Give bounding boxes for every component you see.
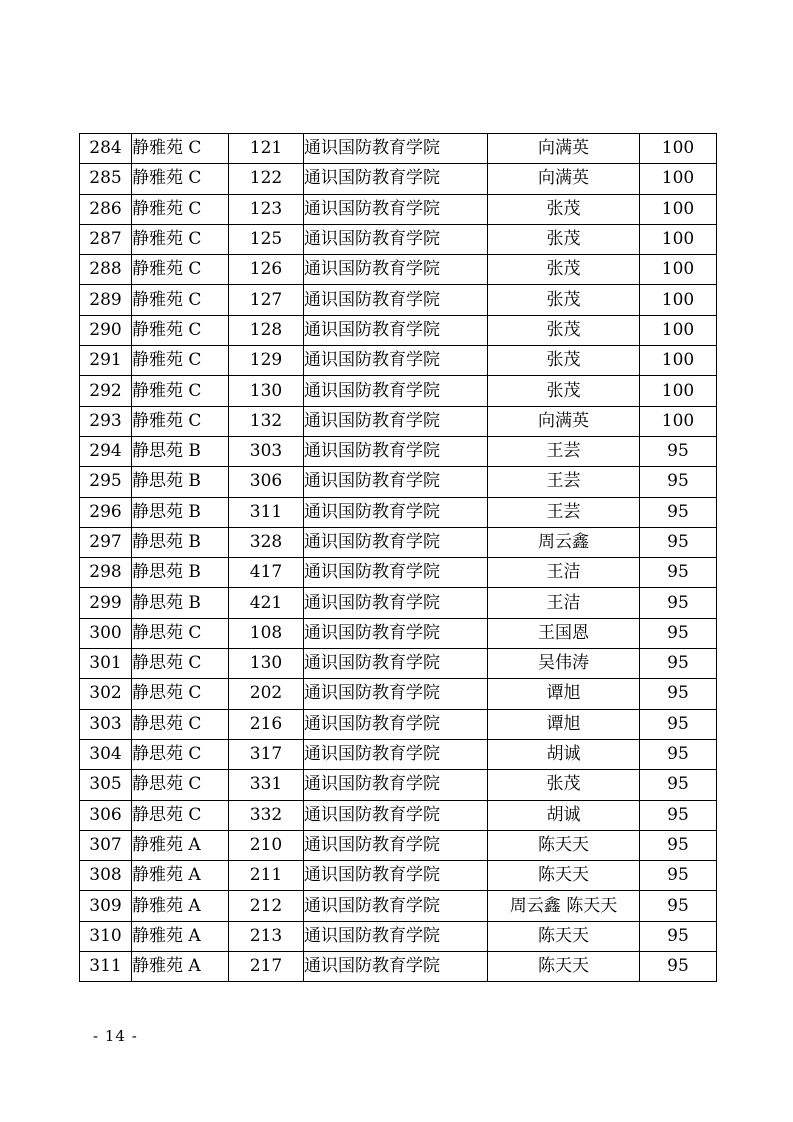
college-cell: 通识国防教育学院 (304, 315, 488, 345)
table-row (80, 588, 717, 618)
table-row (80, 527, 717, 557)
score-cell: 95 (640, 588, 717, 618)
room-number-cell: 121 (229, 134, 304, 164)
score-cell: 100 (640, 134, 717, 164)
score-cell: 95 (640, 830, 717, 860)
building-cell: 静思苑 B (132, 527, 229, 557)
score-cell: 95 (640, 800, 717, 830)
score-cell: 95 (640, 952, 717, 982)
room-number-cell: 306 (229, 467, 304, 497)
staff-cell: 周云鑫 (488, 527, 640, 557)
building-cell: 静雅苑 C (132, 315, 229, 345)
row-number: 298 (80, 558, 132, 588)
staff-cell: 王洁 (488, 558, 640, 588)
row-number: 290 (80, 315, 132, 345)
staff-cell: 张茂 (488, 346, 640, 376)
college-cell: 通识国防教育学院 (304, 709, 488, 739)
table-row (80, 679, 717, 709)
row-number: 286 (80, 194, 132, 224)
building-cell: 静思苑 C (132, 800, 229, 830)
room-number-cell: 421 (229, 588, 304, 618)
college-cell: 通识国防教育学院 (304, 406, 488, 436)
room-number-cell: 210 (229, 830, 304, 860)
score-cell: 100 (640, 194, 717, 224)
staff-cell: 张茂 (488, 194, 640, 224)
table-row (80, 315, 717, 345)
row-number: 304 (80, 739, 132, 769)
room-number-cell: 332 (229, 800, 304, 830)
table-row (80, 830, 717, 860)
building-cell: 静雅苑 A (132, 830, 229, 860)
score-cell: 100 (640, 406, 717, 436)
college-cell: 通识国防教育学院 (304, 164, 488, 194)
score-cell: 95 (640, 618, 717, 648)
room-number-cell: 311 (229, 497, 304, 527)
score-cell: 95 (640, 861, 717, 891)
table-row (80, 921, 717, 951)
score-cell: 95 (640, 921, 717, 951)
staff-cell: 周云鑫 陈天天 (488, 891, 640, 921)
table-row (80, 436, 717, 466)
building-cell: 静雅苑 C (132, 255, 229, 285)
score-cell: 95 (640, 709, 717, 739)
staff-cell: 张茂 (488, 285, 640, 315)
building-cell: 静雅苑 C (132, 285, 229, 315)
college-cell: 通识国防教育学院 (304, 649, 488, 679)
table-row (80, 739, 717, 769)
building-cell: 静雅苑 A (132, 921, 229, 951)
college-cell: 通识国防教育学院 (304, 891, 488, 921)
row-number: 287 (80, 224, 132, 254)
row-number: 285 (80, 164, 132, 194)
room-number-cell: 303 (229, 436, 304, 466)
score-cell: 100 (640, 164, 717, 194)
table-row (80, 891, 717, 921)
college-cell: 通识国防教育学院 (304, 224, 488, 254)
score-cell: 95 (640, 527, 717, 557)
room-number-cell: 128 (229, 315, 304, 345)
row-number: 296 (80, 497, 132, 527)
building-cell: 静雅苑 C (132, 376, 229, 406)
building-cell: 静思苑 C (132, 770, 229, 800)
staff-cell: 张茂 (488, 224, 640, 254)
room-number-cell: 123 (229, 194, 304, 224)
score-cell: 100 (640, 315, 717, 345)
college-cell: 通识国防教育学院 (304, 921, 488, 951)
row-number: 299 (80, 588, 132, 618)
room-number-cell: 213 (229, 921, 304, 951)
room-number-cell: 129 (229, 346, 304, 376)
college-cell: 通识国防教育学院 (304, 194, 488, 224)
table-row (80, 800, 717, 830)
staff-cell: 王芸 (488, 497, 640, 527)
score-cell: 95 (640, 467, 717, 497)
college-cell: 通识国防教育学院 (304, 376, 488, 406)
row-number: 292 (80, 376, 132, 406)
building-cell: 静雅苑 C (132, 194, 229, 224)
building-cell: 静雅苑 C (132, 164, 229, 194)
building-cell: 静思苑 C (132, 739, 229, 769)
row-number: 294 (80, 436, 132, 466)
staff-cell: 陈天天 (488, 830, 640, 860)
table-body (80, 134, 717, 982)
staff-cell: 向满英 (488, 406, 640, 436)
row-number: 309 (80, 891, 132, 921)
staff-cell: 王国恩 (488, 618, 640, 648)
room-number-cell: 130 (229, 649, 304, 679)
college-cell: 通识国防教育学院 (304, 436, 488, 466)
staff-cell: 王洁 (488, 588, 640, 618)
building-cell: 静雅苑 C (132, 134, 229, 164)
staff-cell: 向满英 (488, 134, 640, 164)
room-number-cell: 125 (229, 224, 304, 254)
room-number-cell: 122 (229, 164, 304, 194)
building-cell: 静思苑 B (132, 588, 229, 618)
college-cell: 通识国防教育学院 (304, 952, 488, 982)
score-cell: 95 (640, 497, 717, 527)
table-row (80, 709, 717, 739)
building-cell: 静思苑 C (132, 618, 229, 648)
staff-cell: 张茂 (488, 255, 640, 285)
row-number: 293 (80, 406, 132, 436)
staff-cell: 陈天天 (488, 952, 640, 982)
staff-cell: 谭旭 (488, 709, 640, 739)
college-cell: 通识国防教育学院 (304, 739, 488, 769)
table-row (80, 134, 717, 164)
table-row (80, 194, 717, 224)
table-row (80, 467, 717, 497)
score-cell: 95 (640, 679, 717, 709)
row-number: 308 (80, 861, 132, 891)
college-cell: 通识国防教育学院 (304, 497, 488, 527)
building-cell: 静雅苑 A (132, 891, 229, 921)
row-number: 297 (80, 527, 132, 557)
building-cell: 静思苑 B (132, 436, 229, 466)
score-cell: 95 (640, 739, 717, 769)
table-row (80, 406, 717, 436)
staff-cell: 胡诚 (488, 800, 640, 830)
room-number-cell: 126 (229, 255, 304, 285)
college-cell: 通识国防教育学院 (304, 527, 488, 557)
room-number-cell: 217 (229, 952, 304, 982)
building-cell: 静思苑 B (132, 467, 229, 497)
building-cell: 静思苑 C (132, 709, 229, 739)
building-cell: 静雅苑 A (132, 861, 229, 891)
score-cell: 100 (640, 285, 717, 315)
row-number: 300 (80, 618, 132, 648)
college-cell: 通识国防教育学院 (304, 467, 488, 497)
college-cell: 通识国防教育学院 (304, 558, 488, 588)
row-number: 307 (80, 830, 132, 860)
college-cell: 通识国防教育学院 (304, 861, 488, 891)
staff-cell: 张茂 (488, 770, 640, 800)
building-cell: 静雅苑 C (132, 406, 229, 436)
page-number: - 14 - (93, 1027, 138, 1045)
room-number-cell: 130 (229, 376, 304, 406)
score-cell: 100 (640, 255, 717, 285)
building-cell: 静思苑 B (132, 497, 229, 527)
room-number-cell: 216 (229, 709, 304, 739)
table-row (80, 376, 717, 406)
staff-cell: 陈天天 (488, 861, 640, 891)
staff-cell: 张茂 (488, 376, 640, 406)
college-cell: 通识国防教育学院 (304, 588, 488, 618)
table-row (80, 285, 717, 315)
building-cell: 静雅苑 C (132, 346, 229, 376)
room-number-cell: 202 (229, 679, 304, 709)
room-number-cell: 317 (229, 739, 304, 769)
building-cell: 静雅苑 A (132, 952, 229, 982)
row-number: 306 (80, 800, 132, 830)
staff-cell: 王芸 (488, 436, 640, 466)
staff-cell: 吴伟涛 (488, 649, 640, 679)
room-number-cell: 211 (229, 861, 304, 891)
building-cell: 静思苑 C (132, 679, 229, 709)
staff-cell: 张茂 (488, 315, 640, 345)
room-number-cell: 108 (229, 618, 304, 648)
table-row (80, 346, 717, 376)
room-number-cell: 328 (229, 527, 304, 557)
building-cell: 静雅苑 C (132, 224, 229, 254)
college-cell: 通识国防教育学院 (304, 285, 488, 315)
table-row (80, 770, 717, 800)
room-number-cell: 417 (229, 558, 304, 588)
college-cell: 通识国防教育学院 (304, 770, 488, 800)
college-cell: 通识国防教育学院 (304, 134, 488, 164)
table-row (80, 649, 717, 679)
row-number: 311 (80, 952, 132, 982)
score-cell: 100 (640, 376, 717, 406)
row-number: 289 (80, 285, 132, 315)
college-cell: 通识国防教育学院 (304, 346, 488, 376)
row-number: 288 (80, 255, 132, 285)
row-number: 305 (80, 770, 132, 800)
table-row (80, 224, 717, 254)
room-number-cell: 212 (229, 891, 304, 921)
score-cell: 95 (640, 649, 717, 679)
table-row (80, 558, 717, 588)
row-number: 291 (80, 346, 132, 376)
row-number: 284 (80, 134, 132, 164)
staff-cell: 谭旭 (488, 679, 640, 709)
row-number: 310 (80, 921, 132, 951)
row-number: 301 (80, 649, 132, 679)
score-cell: 95 (640, 558, 717, 588)
room-number-cell: 331 (229, 770, 304, 800)
college-cell: 通识国防教育学院 (304, 679, 488, 709)
college-cell: 通识国防教育学院 (304, 618, 488, 648)
table-row (80, 164, 717, 194)
table-row (80, 618, 717, 648)
score-cell: 100 (640, 224, 717, 254)
table-row (80, 861, 717, 891)
building-cell: 静思苑 C (132, 649, 229, 679)
row-number: 295 (80, 467, 132, 497)
room-number-cell: 127 (229, 285, 304, 315)
score-cell: 95 (640, 436, 717, 466)
college-cell: 通识国防教育学院 (304, 800, 488, 830)
score-cell: 100 (640, 346, 717, 376)
table-row (80, 497, 717, 527)
staff-cell: 陈天天 (488, 921, 640, 951)
building-cell: 静思苑 B (132, 558, 229, 588)
college-cell: 通识国防教育学院 (304, 255, 488, 285)
score-cell: 95 (640, 770, 717, 800)
staff-cell: 王芸 (488, 467, 640, 497)
table-row (80, 952, 717, 982)
college-cell: 通识国防教育学院 (304, 830, 488, 860)
table-row (80, 255, 717, 285)
row-number: 303 (80, 709, 132, 739)
row-number: 302 (80, 679, 132, 709)
dormitory-score-table (79, 133, 717, 982)
score-cell: 95 (640, 891, 717, 921)
room-number-cell: 132 (229, 406, 304, 436)
staff-cell: 向满英 (488, 164, 640, 194)
staff-cell: 胡诚 (488, 739, 640, 769)
